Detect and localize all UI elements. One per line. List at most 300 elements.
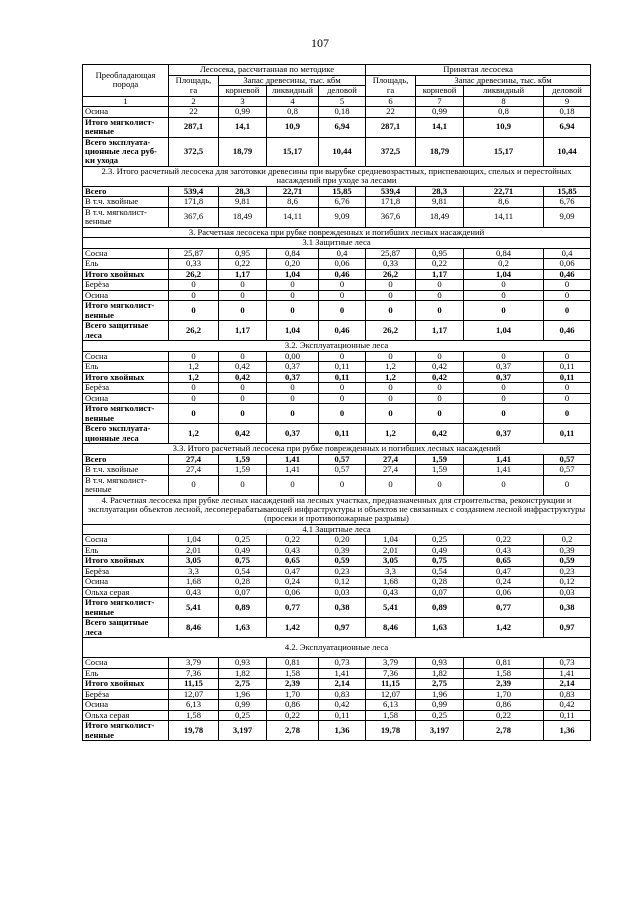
value-cell: 0,75 [219,556,267,567]
value-cell: 0,73 [544,658,591,669]
section-heading-row [83,238,591,249]
section-heading: 3.2. Эксплуатационные леса [83,341,591,352]
value-cell: 0,37 [267,362,319,373]
column-numbers-row [83,96,591,107]
value-cell: 0,75 [416,556,464,567]
value-cell: 0,25 [416,535,464,546]
species-label: Итого мягколист-венные [83,301,169,321]
value-cell: 27,4 [366,454,416,465]
value-cell: 22,71 [464,186,544,197]
table-row [83,248,591,259]
table-row [83,465,591,476]
value-cell: 0,37 [464,362,544,373]
value-cell: 10,44 [544,137,591,166]
species-label: Берёза [83,383,169,394]
table-row [83,618,591,638]
value-cell: 0,03 [544,587,591,598]
value-cell: 0,06 [544,259,591,270]
value-cell: 3,197 [219,721,267,741]
value-cell: 0,83 [319,689,366,700]
value-cell: 8,46 [169,618,219,638]
value-cell: 1,63 [219,618,267,638]
value-cell: 0,23 [319,566,366,577]
value-cell: 0,4 [319,248,366,259]
value-cell: 14,11 [464,207,544,227]
value-cell: 1,59 [219,465,267,476]
table-row [83,186,591,197]
value-cell: 15,85 [319,186,366,197]
value-cell: 0,84 [267,248,319,259]
value-cell: 0 [319,301,366,321]
page-number: 107 [311,36,329,50]
value-cell: 0,20 [267,259,319,270]
value-cell: 0,93 [219,658,267,669]
value-cell: 3,3 [366,566,416,577]
value-cell: 8,6 [267,197,319,208]
species-label: Осина [83,577,169,588]
table-row [83,587,591,598]
table-row [83,107,591,118]
species-label: Ель [83,545,169,556]
value-cell: 0 [366,383,416,394]
value-cell: 0,28 [416,577,464,588]
value-cell: 0 [219,280,267,291]
value-cell: 10,44 [319,137,366,166]
value-cell: 0,99 [219,107,267,118]
value-cell: 2,78 [267,721,319,741]
value-cell: 0 [267,301,319,321]
species-label: В т.ч. мягколист-венные [83,207,169,227]
value-cell: 0,37 [464,424,544,444]
section-heading: 4. Расчетная лесосека при рубке лесных насаждений на лесных участках, предназначенных для строительства, реконструкции и эксплуатации объектов лесной, лесоперерабатывающей инфраструктуры и объектов не связанных с созданием лесной инфраструктуры (просеки и противопожарные разрывы) [83,495,591,524]
value-cell: 0,99 [416,107,464,118]
species-label: Итого мягколист-венные [83,117,169,137]
species-label: Осина [83,107,169,118]
value-cell: 0 [267,404,319,424]
value-cell: 0 [169,301,219,321]
value-cell: 539,4 [169,186,219,197]
value-cell: 0,42 [219,362,267,373]
section-heading: 4.1 Защитные леса [83,524,591,535]
value-cell: 1,36 [544,721,591,741]
species-label: Всего защитные леса [83,321,169,341]
table-row [83,689,591,700]
value-cell: 10,9 [267,117,319,137]
value-cell: 0,57 [319,465,366,476]
section-heading-row [83,227,591,238]
value-cell: 1,04 [267,269,319,280]
value-cell: 6,76 [319,197,366,208]
species-label: Ольха серая [83,710,169,721]
value-cell: 26,2 [169,321,219,341]
value-cell: 0 [416,393,464,404]
value-cell: 2,01 [366,545,416,556]
column-number: 8 [464,96,544,107]
value-cell: 0,12 [319,577,366,588]
value-cell: 9,09 [319,207,366,227]
value-cell: 2,75 [416,679,464,690]
value-cell: 2,14 [319,679,366,690]
value-cell: 0,54 [416,566,464,577]
value-cell: 0 [464,393,544,404]
value-cell: 1,70 [464,689,544,700]
species-label: Итого хвойных [83,269,169,280]
species-label: Осина [83,700,169,711]
value-cell: 28,3 [219,186,267,197]
value-cell: 0,57 [544,465,591,476]
value-cell: 0,43 [169,587,219,598]
value-cell: 0 [366,280,416,291]
value-cell: 0,42 [416,372,464,383]
header-liquid: ликвидный [267,86,319,97]
value-cell: 14,11 [267,207,319,227]
value-cell: 372,5 [169,137,219,166]
value-cell: 0,20 [319,535,366,546]
value-cell: 0 [319,475,366,495]
species-label: В т.ч. хвойные [83,197,169,208]
value-cell: 0,81 [267,658,319,669]
species-label: Сосна [83,658,169,669]
value-cell: 26,2 [366,321,416,341]
table-row [83,301,591,321]
header-root: корневой [219,86,267,97]
value-cell: 1,2 [169,372,219,383]
value-cell: 8,6 [464,197,544,208]
value-cell: 1,17 [416,321,464,341]
value-cell: 171,8 [169,197,219,208]
value-cell: 0,11 [319,372,366,383]
header-species: Преобладающая порода [83,65,169,97]
value-cell: 1,58 [464,668,544,679]
value-cell: 3,197 [416,721,464,741]
table-row [83,351,591,362]
value-cell: 3,3 [169,566,219,577]
value-cell: 0,59 [544,556,591,567]
species-label: Ольха серая [83,587,169,598]
value-cell: 19,78 [366,721,416,741]
value-cell: 1,36 [319,721,366,741]
species-label: Итого мягколист-венные [83,598,169,618]
value-cell: 15,85 [544,186,591,197]
value-cell: 18,79 [219,137,267,166]
value-cell: 0,18 [319,107,366,118]
value-cell: 12,07 [366,689,416,700]
value-cell: 0,25 [219,710,267,721]
value-cell: 0 [219,290,267,301]
value-cell: 1,42 [267,618,319,638]
value-cell: 22 [366,107,416,118]
value-cell: 1,41 [464,465,544,476]
value-cell: 539,4 [366,186,416,197]
value-cell: 0,39 [319,545,366,556]
value-cell: 6,76 [544,197,591,208]
species-label: Всего эксплуата-ционные леса [83,424,169,444]
value-cell: 1,96 [416,689,464,700]
species-label: В т.ч. мягколист-венные [83,475,169,495]
value-cell: 1,58 [169,710,219,721]
value-cell: 7,36 [169,668,219,679]
species-label: Всего [83,454,169,465]
value-cell: 0,97 [544,618,591,638]
species-label: Сосна [83,535,169,546]
column-number: 6 [366,96,416,107]
value-cell: 0,42 [319,700,366,711]
value-cell: 0 [169,280,219,291]
value-cell: 0,42 [416,424,464,444]
value-cell: 0,11 [544,362,591,373]
value-cell: 1,2 [169,362,219,373]
header-stock: Запас древесины, тыс. кбм [219,75,366,86]
value-cell: 3,79 [169,658,219,669]
value-cell: 1,17 [219,269,267,280]
value-cell: 27,4 [366,465,416,476]
value-cell: 2,39 [267,679,319,690]
value-cell: 0,37 [267,372,319,383]
value-cell: 28,3 [416,186,464,197]
table-row [83,280,591,291]
species-label: Осина [83,290,169,301]
species-label: Всего [83,186,169,197]
value-cell: 0,84 [464,248,544,259]
value-cell: 0 [319,280,366,291]
value-cell: 0 [416,351,464,362]
value-cell: 0 [366,393,416,404]
value-cell: 0 [169,351,219,362]
species-label: Всего защитные леса [83,618,169,638]
value-cell: 25,87 [169,248,219,259]
value-cell: 0,38 [319,598,366,618]
table-row [83,721,591,741]
value-cell: 5,41 [169,598,219,618]
value-cell: 0 [319,290,366,301]
header-stock: Запас древесины, тыс. кбм [416,75,591,86]
value-cell: 1,41 [464,454,544,465]
value-cell: 10,9 [464,117,544,137]
value-cell: 0,65 [464,556,544,567]
value-cell: 2,14 [544,679,591,690]
value-cell: 3,05 [169,556,219,567]
column-number: 5 [319,96,366,107]
column-number: 2 [169,96,219,107]
value-cell: 1,2 [366,424,416,444]
value-cell: 0,38 [544,598,591,618]
table-row [83,454,591,465]
table-row [83,545,591,556]
value-cell: 1,68 [169,577,219,588]
value-cell: 0,65 [267,556,319,567]
value-cell: 0,25 [219,535,267,546]
value-cell: 0 [219,383,267,394]
header-method-group: Лесосека, рассчитанная по методике [169,65,366,76]
value-cell: 0,83 [544,689,591,700]
value-cell: 0 [366,475,416,495]
value-cell: 0 [544,393,591,404]
value-cell: 287,1 [366,117,416,137]
value-cell: 1,82 [219,668,267,679]
value-cell: 0 [464,351,544,362]
value-cell: 0 [544,383,591,394]
value-cell: 2,39 [464,679,544,690]
table-row [83,321,591,341]
value-cell: 0,86 [267,700,319,711]
value-cell: 0 [544,301,591,321]
value-cell: 0 [219,393,267,404]
value-cell: 0,43 [464,545,544,556]
value-cell: 0,43 [366,587,416,598]
value-cell: 0 [169,404,219,424]
table-row [83,383,591,394]
value-cell: 0 [416,280,464,291]
value-cell: 0 [267,280,319,291]
value-cell: 0 [544,404,591,424]
value-cell: 1,96 [219,689,267,700]
value-cell: 0,97 [319,618,366,638]
value-cell: 0,11 [319,710,366,721]
value-cell: 367,6 [366,207,416,227]
value-cell: 0 [319,351,366,362]
value-cell: 0,99 [219,700,267,711]
section-heading: 3.3. Итого расчетный лесосека при рубке поврежденных и погибших лесных насаждений [83,444,591,455]
table-row [83,393,591,404]
species-label: Сосна [83,351,169,362]
value-cell: 22,71 [267,186,319,197]
value-cell: 0 [267,393,319,404]
value-cell: 8,46 [366,618,416,638]
section-heading-row [83,166,591,186]
header-accepted-group: Принятая лесосека [366,65,591,76]
value-cell: 15,17 [267,137,319,166]
value-cell: 1,04 [464,321,544,341]
table-row [83,137,591,166]
value-cell: 1,58 [267,668,319,679]
value-cell: 0,43 [267,545,319,556]
value-cell: 0,46 [544,269,591,280]
value-cell: 0,03 [319,587,366,598]
value-cell: 0,28 [219,577,267,588]
value-cell: 1,58 [366,710,416,721]
value-cell: 0 [544,280,591,291]
value-cell: 1,2 [366,372,416,383]
table-row [83,372,591,383]
species-label: Осина [83,393,169,404]
value-cell: 367,6 [169,207,219,227]
value-cell: 1,2 [169,424,219,444]
value-cell: 0 [366,404,416,424]
value-cell: 0,42 [219,424,267,444]
value-cell: 0,73 [319,658,366,669]
value-cell: 0 [169,475,219,495]
table-row [83,259,591,270]
value-cell: 0,57 [319,454,366,465]
species-label: Сосна [83,248,169,259]
value-cell: 0 [319,393,366,404]
table-row [83,207,591,227]
value-cell: 0 [464,280,544,291]
section-heading: 4.2. Эксплуатационные леса [83,638,591,658]
value-cell: 1,68 [366,577,416,588]
value-cell: 0,49 [219,545,267,556]
value-cell: 0,42 [544,700,591,711]
column-number: 4 [267,96,319,107]
value-cell: 0,89 [219,598,267,618]
value-cell: 0,59 [319,556,366,567]
value-cell: 0,06 [267,587,319,598]
value-cell: 14,1 [416,117,464,137]
section-heading: 3. Расчетная лесосека при рубке поврежденных и погибших лесных насаждений [83,227,591,238]
value-cell: 171,8 [366,197,416,208]
value-cell: 0,54 [219,566,267,577]
value-cell: 0,86 [464,700,544,711]
value-cell: 0 [464,475,544,495]
value-cell: 0,06 [319,259,366,270]
value-cell: 7,36 [366,668,416,679]
table-row [83,404,591,424]
table-header [83,65,591,107]
table-row [83,535,591,546]
table-row [83,424,591,444]
header-area: Площадь, га [169,75,219,96]
section-heading: 3.1 Защитные леса [83,238,591,249]
value-cell: 18,49 [219,207,267,227]
section-heading-row [83,495,591,524]
value-cell: 0,33 [366,259,416,270]
value-cell: 1,04 [169,535,219,546]
value-cell: 0,37 [464,372,544,383]
value-cell: 0 [544,475,591,495]
value-cell: 1,59 [416,454,464,465]
value-cell: 0,42 [416,362,464,373]
value-cell: 0,46 [544,321,591,341]
column-number: 9 [544,96,591,107]
table-row [83,269,591,280]
value-cell: 0,11 [319,362,366,373]
column-number: 3 [219,96,267,107]
table-row [83,290,591,301]
value-cell: 1,41 [544,668,591,679]
value-cell: 1,17 [219,321,267,341]
value-cell: 6,13 [366,700,416,711]
value-cell: 287,1 [169,117,219,137]
table-row [83,117,591,137]
table-row [83,668,591,679]
section-heading-row [83,524,591,535]
table-row [83,710,591,721]
value-cell: 6,94 [544,117,591,137]
value-cell: 0,47 [464,566,544,577]
value-cell: 0,11 [544,424,591,444]
value-cell: 3,05 [366,556,416,567]
value-cell: 1,59 [416,465,464,476]
value-cell: 2,01 [169,545,219,556]
value-cell: 0,39 [544,545,591,556]
table-row [83,197,591,208]
value-cell: 0 [219,475,267,495]
value-cell: 0,93 [416,658,464,669]
table-row [83,658,591,669]
value-cell: 0,46 [319,321,366,341]
species-label: Итого хвойных [83,556,169,567]
value-cell: 0 [544,290,591,301]
value-cell: 1,63 [416,618,464,638]
value-cell: 0,95 [416,248,464,259]
value-cell: 0 [464,383,544,394]
value-cell: 0 [319,404,366,424]
value-cell: 1,41 [267,454,319,465]
column-number: 1 [83,96,169,107]
section-heading-row [83,638,591,658]
value-cell: 0,22 [464,710,544,721]
value-cell: 0,77 [464,598,544,618]
